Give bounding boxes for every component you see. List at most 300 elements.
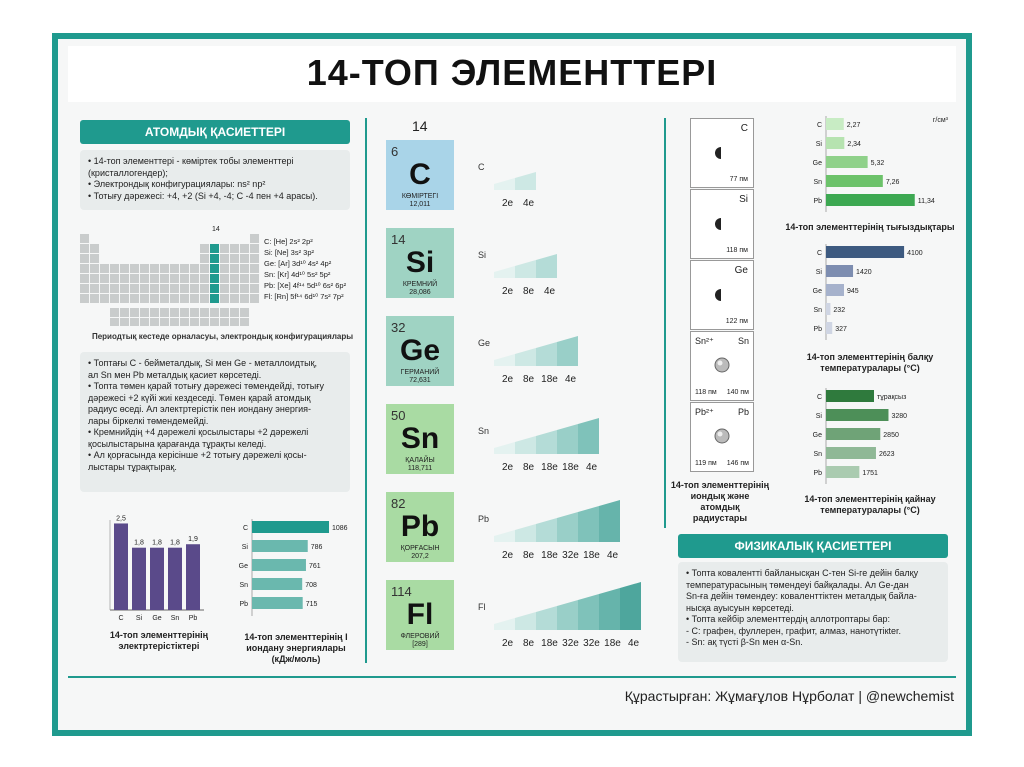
mini-cell [150,274,159,283]
shell-electrons [498,374,582,385]
hbar-bar [826,303,830,315]
mini-cell [200,284,209,293]
hbar-category-label: Si [815,269,822,276]
hbar-category-label: Sn [239,582,248,589]
atom-radius-value: 140 пм [726,389,749,396]
shell-count: 4e [606,550,619,561]
mini-cell [200,294,209,303]
mini-cell [240,284,249,293]
intro-line: (кристаллогендер); [88,167,168,178]
shell-segment [494,178,515,190]
mini-cell [200,318,209,326]
shell-segment [494,618,515,630]
mini-cell [250,294,259,303]
melting-caption: 14-топ элементтерінің балқу температуралары (°C) [806,352,934,373]
physical-line: нысқа ауысуын көрсетеді. [686,602,794,613]
config-line: Fl: [Rn] 5f¹⁴ 6d¹⁰ 7s² 7p² [264,292,344,301]
ion-radius-box-pb [690,402,754,472]
mini-cell [200,244,209,253]
physical-properties-band: ФИЗИКАЛЫҚ ҚАСИЕТТЕРІ [678,534,948,558]
hbar-bar [826,156,868,168]
hbar-bar [826,194,915,206]
shell-count: 8e [522,374,535,385]
radius-box-ge [690,260,754,330]
hbar-category-label: Si [815,413,822,420]
en-bar [150,548,164,610]
mini-cell [90,274,99,283]
shell-segment [536,342,557,366]
mini-cell [150,264,159,273]
element-tile-c [386,140,454,210]
shell-count: 2e [501,638,514,649]
mini-cell [200,254,209,263]
mini-cell [240,274,249,283]
mini-table-caption: Периодтық кестеде орналасуы, электрондық конфигурациялары [91,332,354,341]
mini-cell [130,318,139,326]
shell-count: 32e [583,638,600,649]
mini-cell [210,308,219,317]
hbar-bar [826,175,883,187]
radius-value: 122 пм [725,318,748,325]
mini-cell [120,318,129,326]
hbar-bar [826,428,880,440]
shell-segment [557,600,578,630]
en-category-label: Si [135,615,143,622]
mini-cell [240,294,249,303]
shell-segment [536,254,557,278]
mini-cell [170,274,179,283]
shell-count: 18e [562,462,579,473]
hbar-value-label: 11,34 [917,198,935,205]
mini-cell [250,244,259,253]
shell-electrons [498,286,561,297]
shell-count: 4e [543,286,556,297]
ionization-caption [236,632,356,665]
mini-cell [240,308,249,317]
mini-cell [210,264,219,273]
mini-cell [150,294,159,303]
shell-count: 2e [501,374,514,385]
mini-cell [210,284,219,293]
mini-cell [190,264,199,273]
hbar-category-label: Pb [813,326,822,333]
mini-cell [180,318,189,326]
ion-radius-value: 119 пм [695,460,717,467]
hbar-value-label: 2,34 [847,141,861,148]
mini-cell [180,274,189,283]
shell-segment [578,594,599,630]
atomic-mass: 118,711 [407,465,433,472]
hbar-category-label: Sn [813,307,822,314]
mini-cell [230,284,239,293]
en-value-label: 1,9 [188,536,198,544]
mini-cell [140,284,149,293]
mini-cell [240,318,249,326]
atomic-number: 6 [391,144,399,159]
density-caption: 14-топ элементтерінің тығыздықтары [785,222,955,232]
title-box [68,46,956,102]
hbar-category-label: Sn [813,451,822,458]
element-symbol: Fl [406,598,434,631]
hbar-value-label: 1086 [332,525,348,532]
shell-count: 4e [522,198,535,209]
atomic-mass: 28,086 [409,289,431,296]
element-symbol: C [409,158,431,191]
trend-line: дәрежесі +2 күйі жиі кездеседі. Төмен қарай атомдық [88,392,311,403]
config-line: Sn: [Kr] 4d¹⁰ 5s² 5p² [264,270,331,279]
intro-line: • Тотығу дәрежесі: +4, +2 (Si +4, -4; C -4 пен +4 арасы). [88,190,318,201]
element-name: КӨМІРТЕГІ [401,193,439,200]
hbar-category-label: Ge [238,563,248,570]
physical-text [686,568,944,649]
mini-cell [170,294,179,303]
mini-cell [190,274,199,283]
en-value-label: 2,5 [116,515,126,523]
ionization-chart [230,515,360,620]
element-tile-fl [386,580,454,650]
shell-count: 18e [541,550,558,561]
element-name: ҚОРҒАСЫН [400,545,440,552]
mini-cell [220,308,229,317]
hbar-value-label: 1420 [856,269,872,276]
intro-text [88,156,348,202]
hbar-bar [252,597,303,609]
trend-text [88,358,350,473]
atomic-mass: 72,631 [409,377,431,384]
mini-cell [240,254,249,263]
divider-right [664,118,666,528]
hbar-value-label: 1751 [862,470,878,477]
mini-cell [210,318,219,326]
mini-cell [180,284,189,293]
mini-cell [220,254,229,263]
shell-segment [599,588,620,630]
atomic-mass: 12,011 [409,201,431,208]
mini-cell [140,274,149,283]
hbar-bar [826,284,844,296]
density-chart [800,112,950,212]
shell-segment [620,582,641,630]
mini-cell [190,308,199,317]
shell-element-label: Sn [478,426,490,436]
ionization-caption-text: 14-топ элементтерінің I иондану энергиялары (кДж/моль) [244,632,348,664]
mini-cell [80,244,89,253]
shell-count: 18e [541,638,558,649]
ion-radius-value: 118 пм [695,389,717,396]
atomic-properties-band: АТОМДЫҚ ҚАСИЕТТЕРІ [80,120,350,144]
mini-cell [90,244,99,253]
hbar-bar [252,521,329,533]
trend-line: лыстары тұрақтырақ. [88,461,177,472]
mini-cell [250,234,259,243]
mini-cell [160,318,169,326]
shell-element-label: Pb [478,514,490,524]
shell-diagrams [470,140,660,660]
mini-cell [110,308,119,317]
mini-cell [110,294,119,303]
element-symbol: Pb [400,510,440,543]
element-name: ҚАЛАЙЫ [405,457,435,464]
melting-chart [800,240,950,340]
mini-cell [110,274,119,283]
mini-cell [100,294,109,303]
mini-cell [150,318,159,326]
radius-caption-line: радиустары [692,513,748,523]
mini-cell [210,294,219,303]
shell-element-label: Fl [478,602,486,612]
mini-cell [190,284,199,293]
trend-line: • Топтағы C - бейметалдық, Si мен Ge - металлоидтық, [88,358,318,368]
mini-cell [130,274,139,283]
atom-half-icon [713,287,729,303]
shell-segment [515,260,536,278]
divider-left [365,118,367,663]
shell-count: 2e [501,462,514,473]
mini-table-group: 14 [212,226,220,233]
mini-cell [100,264,109,273]
mini-cell [220,244,229,253]
hbar-category-label: C [242,525,248,532]
shell-count: 8e [522,286,535,297]
mini-cell [250,264,259,273]
hbar-bar [826,137,844,149]
shell-count: 2e [501,198,514,209]
physical-line: Sn-ға дейін төмендеу: коваленттіктен металдық байла- [686,591,917,601]
hbar-value-label: 945 [847,288,859,295]
en-bar [186,544,200,610]
mini-cell [160,294,169,303]
en-value-label: 1,8 [170,539,180,547]
shell-element-label: Si [478,250,487,260]
radius-caption-line: 14-топ элементтерінің [670,480,770,490]
mini-cell [150,308,159,317]
trend-line: радиус өседі. Ал электртерістік пен иондану энергия- [88,404,312,414]
shell-count: 4e [585,462,598,473]
en-category-label: Sn [170,615,180,622]
shell-count: 4e [564,374,577,385]
hbar-value-label: 786 [310,544,323,551]
element-name: ГЕРМАНИЙ [400,369,440,376]
shell-count: 32e [562,638,579,649]
element-tile-pb [386,492,454,562]
shell-count: 18e [541,462,558,473]
hbar-value-label: 7,26 [885,179,900,186]
physical-line: • Топта кейбір элементтердің аллотроптары бар: [686,614,890,624]
radius-element: C [740,123,748,134]
shell-segment [494,442,515,454]
mini-cell [200,274,209,283]
radius-box-c [690,118,754,188]
hbar-value-label: 232 [833,307,846,314]
mini-cell [140,308,149,317]
atomic-mass: 207,2 [411,553,429,560]
hbar-value-label: 327 [835,326,847,333]
mini-cell [120,294,129,303]
mini-cell [240,264,249,273]
en-bar [168,548,182,610]
shell-count: 18e [583,550,600,561]
mini-cell [110,284,119,293]
electronegativity-chart [90,505,230,625]
shell-count: 18e [541,374,558,385]
physical-line: температурасының төмендеуі байқалады. Ал Ge-дан [686,579,909,590]
hbar-category-label: C [816,394,822,401]
mini-cell [80,264,89,273]
mini-cell [230,308,239,317]
shell-segment [599,500,620,542]
mini-cell [120,308,129,317]
mini-cell [120,274,129,283]
shell-electrons [498,462,603,473]
mini-cell [110,318,119,326]
hbar-value-label: 2850 [883,432,899,439]
mini-cell [170,264,179,273]
physical-line: - С: графен, фуллерен, графит, алмаз, нанотүтікter. [686,625,902,636]
hbar-category-label: Ge [812,432,822,439]
element-symbol: Ge [399,334,441,367]
shell-count: 32e [562,550,579,561]
shell-segment [536,430,557,454]
mini-cell [200,308,209,317]
hbar-value-label: 4100 [907,250,923,257]
element-name: КРЕМНИЙ [402,281,438,288]
element-name: ФЛЕРОВИЙ [400,633,440,640]
footer-credit: Құрастырған: Жұмағұлов Нұрболат | @newchemist [624,688,954,704]
hbar-bar [826,322,832,334]
physical-line: • Топта коваленттi байланысқан С-тен Si-ге дейін балқу [686,568,919,578]
density-unit: г/см³ [932,117,948,124]
mini-cell [110,264,119,273]
hbar-category-label: C [816,250,822,257]
mini-cell [130,284,139,293]
shell-segment [515,524,536,542]
shell-electrons [498,198,540,209]
hbar-category-label: Si [241,544,248,551]
ion-sphere-icon [713,356,731,374]
shell-segment [557,512,578,542]
intro-card [80,150,350,210]
shell-count: 2e [501,550,514,561]
shell-count: 8e [522,550,535,561]
hbar-category-label: Pb [239,601,248,608]
shell-segment [557,336,578,366]
mini-cell [230,274,239,283]
electronegativity-caption-text: 14-топ элементтерінің электртерістіктері [109,630,209,651]
mini-cell [170,318,179,326]
hbar-value-label: 2,27 [846,122,861,129]
hbar-value-label: тұрақсыз [877,394,907,401]
mini-cell [120,284,129,293]
mini-cell [250,254,259,263]
trend-line: лары біркелкі төмендемейді. [88,415,209,426]
en-category-label: C [118,615,124,622]
mini-cell [210,244,219,253]
ion-element: Pb [737,407,749,417]
mini-cell [220,274,229,283]
mini-cell [140,264,149,273]
element-tile-sn [386,404,454,474]
hbar-bar [826,447,876,459]
mini-cell [130,264,139,273]
boiling-caption: 14-топ элементтерінің қайнау температуралары (°C) [804,494,936,515]
atomic-number: 114 [391,584,412,599]
hbar-bar [252,578,302,590]
trend-line: • Кремнийдің +4 дәрежелі қосылыстары +2 дәрежелі [88,427,309,437]
element-tile-si [386,228,454,298]
mini-cell [230,294,239,303]
hbar-value-label: 2623 [878,451,895,458]
shell-count: 8e [522,638,535,649]
config-line: Pb: [Xe] 4f¹⁴ 5d¹⁰ 6s² 6p² [264,281,347,290]
config-list [264,236,364,302]
atom-radius-value: 146 пм [726,460,749,467]
en-bar [114,523,128,610]
atomic-mass: [289] [412,641,428,648]
mini-cell [180,264,189,273]
page-title: 14-ТОП ЭЛЕМЕНТТЕРІ [306,52,718,93]
shell-segment [515,436,536,454]
intro-line: • 14-топ элементтері - көміртек тобы элементтері [88,156,294,166]
hbar-category-label: Pb [813,470,822,477]
mini-cell [80,254,89,263]
shell-count: 4e [627,638,640,649]
config-line: Si: [Ne] 3s² 3p² [264,248,315,257]
mini-cell [90,294,99,303]
mini-cell [230,318,239,326]
config-line: Ge: [Ar] 3d¹⁰ 4s² 4p² [264,259,332,268]
mini-cell [190,294,199,303]
mini-cell [80,234,89,243]
mini-cell [250,284,259,293]
shell-count: 18e [604,638,621,649]
config-line: C: [He] 2s² 2p² [264,237,313,246]
mini-cell [250,274,259,283]
en-bar [132,548,146,610]
mini-cell [180,294,189,303]
shell-segment [515,348,536,366]
physical-card [678,562,948,662]
mini-cell [210,274,219,283]
shell-segment [494,354,515,366]
mini-cell [220,294,229,303]
hbar-category-label: Ge [812,160,822,167]
en-value-label: 1,8 [152,539,162,547]
mini-cell [190,318,199,326]
ion-element: Sn [737,336,749,346]
hbar-value-label: 715 [305,601,318,608]
mini-cell [230,264,239,273]
hbar-bar [826,390,874,402]
hbar-bar [826,265,853,277]
mini-periodic-table [80,226,260,326]
mini-cell [170,284,179,293]
shell-segment [515,612,536,630]
electronegativity-caption [84,630,234,652]
mini-cell [130,294,139,303]
mini-cell [90,284,99,293]
mini-cell [210,254,219,263]
shell-electrons [498,638,645,649]
mini-cell [80,294,89,303]
hbar-value-label: 708 [305,582,317,589]
atomic-number: 50 [391,408,406,423]
boiling-chart [800,384,950,484]
mini-cell [150,284,159,293]
radius-box-si [690,189,754,259]
atomic-number: 14 [391,232,406,247]
en-category-label: Ge [152,615,162,622]
atom-half-icon [713,216,729,232]
